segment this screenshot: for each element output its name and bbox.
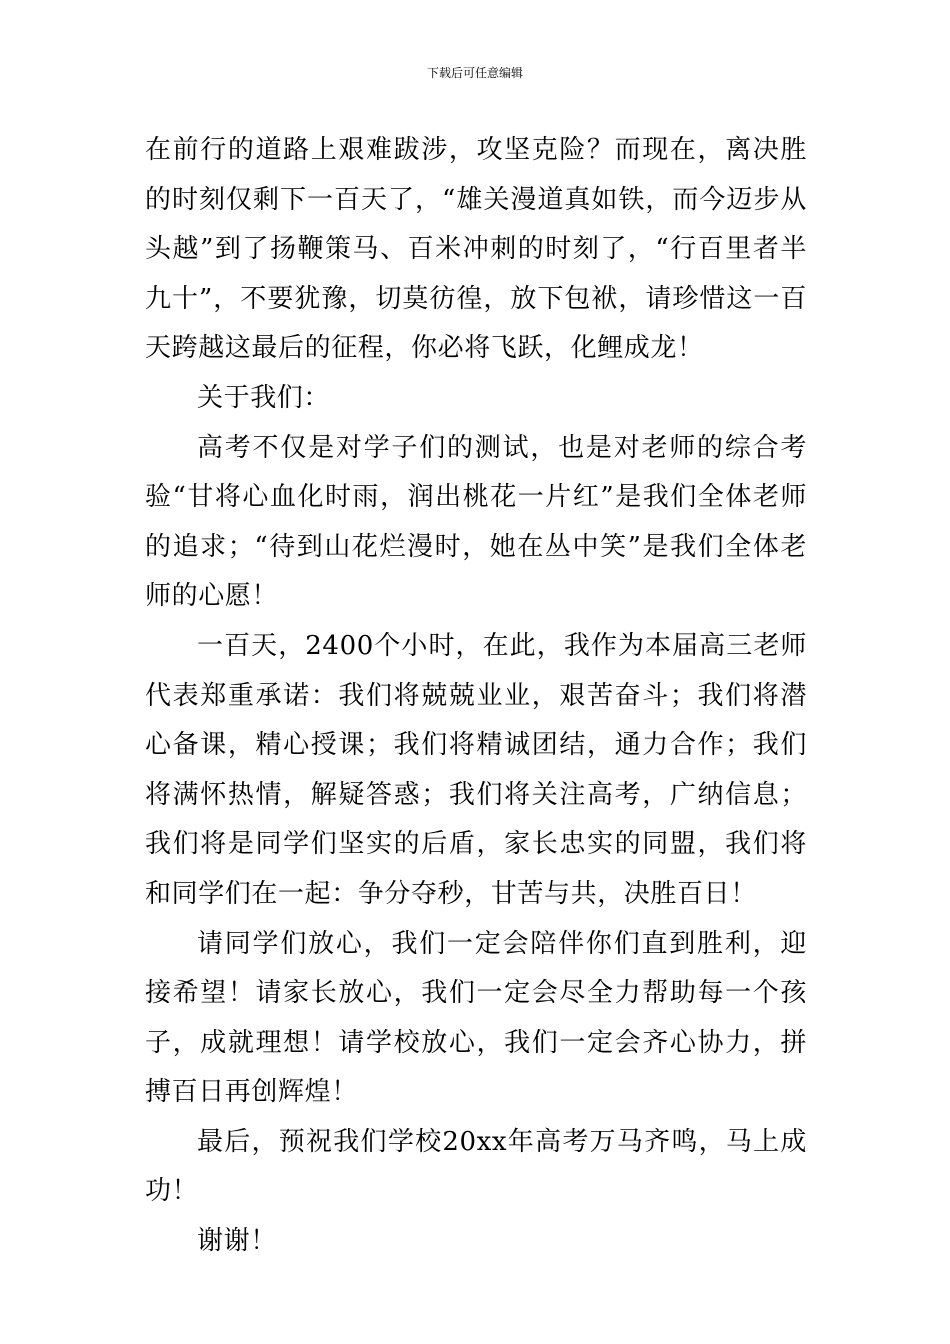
paragraph-reassurance: 请同学们放心，我们一定会陪伴你们直到胜利，迎接希望！请家长放心，我们一定会尽全力帮助每一个孩子，成就理想！请学校放心，我们一定会齐心协力，拼搏百日再创辉煌！ <box>145 928 807 1108</box>
paragraph-final-wish: 最后，预祝我们学校20xx年高考万马齐鸣，马上成功！ <box>145 1126 807 1207</box>
paragraph-about-us-heading: 关于我们： <box>197 382 331 413</box>
document-body <box>145 126 807 1267</box>
paragraph-thanks: 谢谢！ <box>197 1226 277 1257</box>
paragraph-commitment: 一百天，2400个小时，在此，我作为本届高三老师代表郑重承诺：我们将兢兢业业，艰苦奋斗；我们将潜心备课，精心授课；我们将精诚团结，通力合作；我们将满怀热情，解疑答惑；我们将关注高考，广纳信息；我们将是同学们坚实的后盾，家长忠实的同盟，我们将和同学们在一起：争分夺秒，甘苦与共，决胜百日！ <box>145 630 807 909</box>
paragraph-teacher-pursuit: 高考不仅是对学子们的测试，也是对老师的综合考验“甘将心血化时雨，润出桃花一片红”是我们全体老师的追求；“待到山花烂漫时，她在丛中笑”是我们全体老师的心愿！ <box>145 432 807 612</box>
paragraph-continuation: 在前行的道路上艰难跋涉，攻坚克险？而现在，离决胜的时刻仅剩下一百天了，“雄关漫道真如铁，而今迈步从头越”到了扬鞭策马、百米冲刺的时刻了，“行百里者半九十”，不要犹豫，切莫彷徨，放下包袱，请珍惜这一百天跨越这最后的征程，你必将飞跃，化鲤成龙！ <box>145 135 807 364</box>
page-header-note: 下载后可任意编辑 <box>426 66 523 80</box>
